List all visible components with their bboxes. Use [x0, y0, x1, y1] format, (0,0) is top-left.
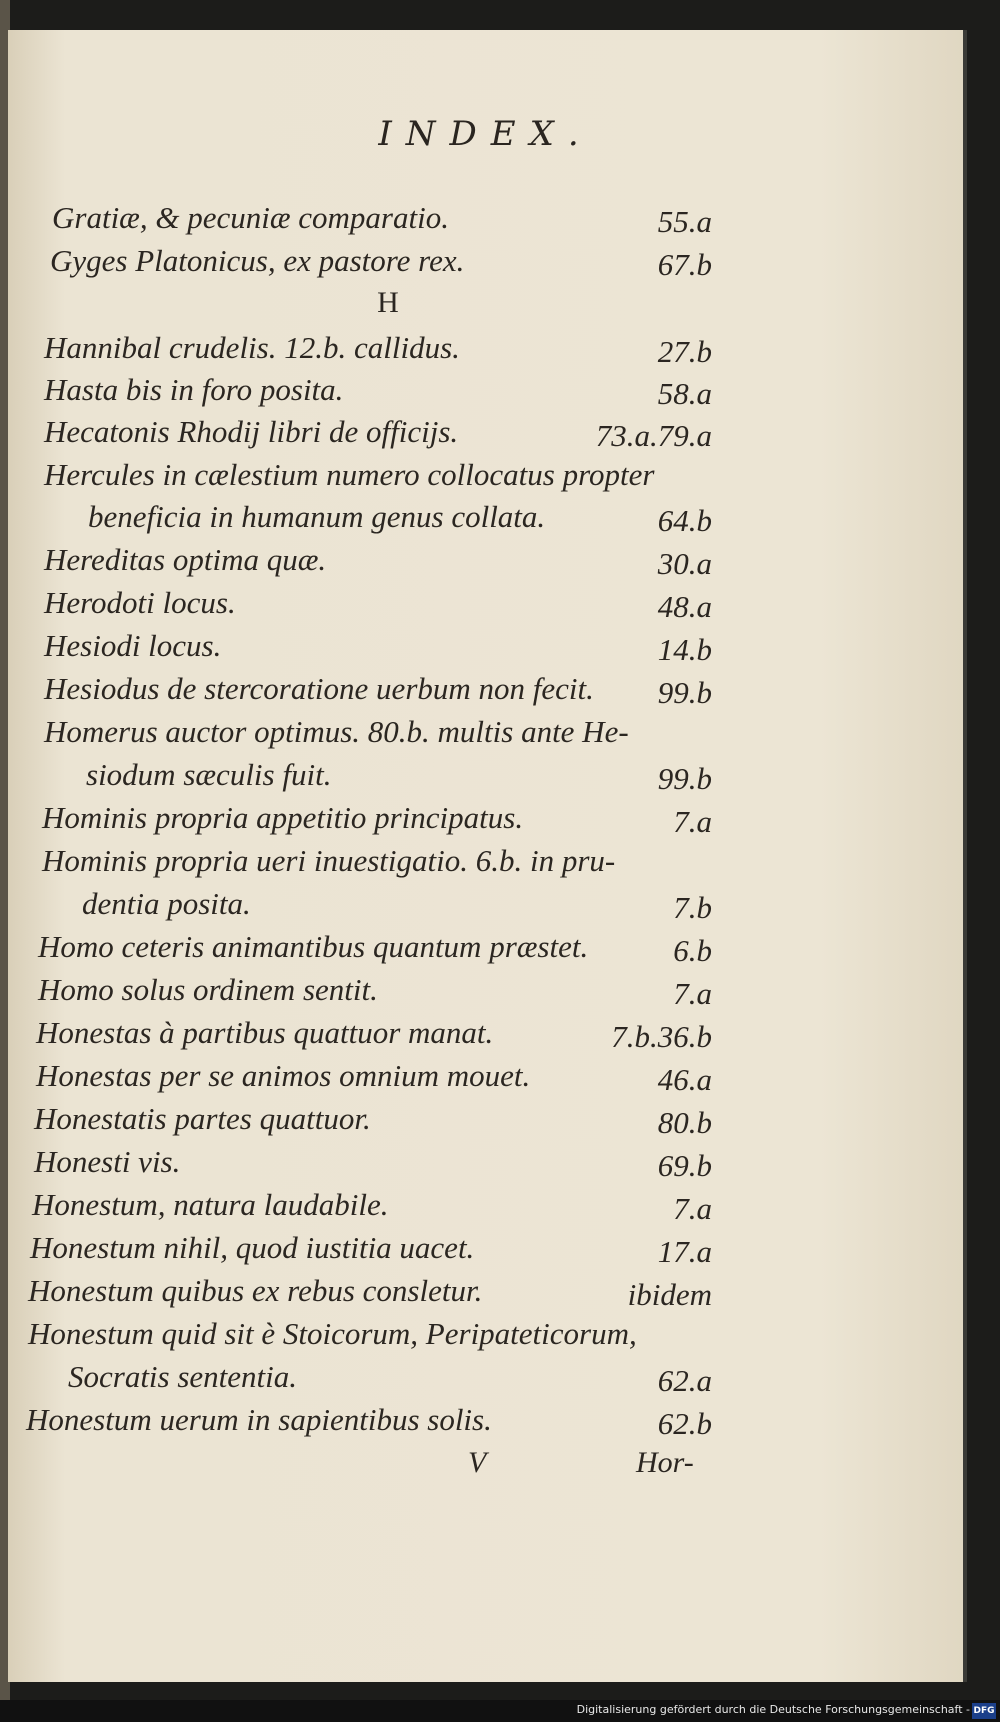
entry-text: Honestatis partes quattuor.	[34, 1101, 371, 1136]
entry-text: Honestum nihil, quod iustitia uacet.	[30, 1230, 475, 1265]
footer-credit: Digitalisierung gefördert durch die Deutsche Forschungsgemeinschaft -	[576, 1703, 970, 1716]
index-entry	[28, 1273, 712, 1313]
entry-text: Hecatonis Rhodij libri de officijs.	[44, 414, 459, 449]
entry-text: Hercules in cælestium numero collocatus propter	[44, 457, 655, 492]
index-entry	[34, 1101, 712, 1141]
entry-text: Hereditas optima quæ.	[44, 542, 327, 577]
entry-text: Honesti vis.	[34, 1144, 181, 1179]
index-entry	[36, 1015, 712, 1055]
entry-page: 7.a	[673, 976, 712, 1011]
entry-page: 99.b	[657, 761, 712, 796]
entry-page: 69.b	[657, 1148, 712, 1183]
index-entry	[44, 414, 712, 454]
entry-text: Honestum quibus ex rebus consletur.	[28, 1273, 483, 1308]
catchword: Hor-	[636, 1446, 694, 1479]
entry-text: Homo solus ordinem sentit.	[38, 972, 378, 1007]
index-entry	[44, 714, 712, 754]
index-entry-continuation	[82, 886, 712, 926]
entry-page: 62.a	[657, 1363, 712, 1398]
entry-text: Hannibal crudelis. 12.b. callidus.	[44, 330, 460, 365]
page-header: INDEX.	[378, 114, 593, 154]
dfg-logo: DFG	[972, 1703, 996, 1719]
entry-page: ibidem	[627, 1277, 712, 1312]
entry-text: Honestas à partibus quattuor manat.	[36, 1015, 494, 1050]
index-entry	[44, 457, 712, 497]
entry-page: 7.a	[673, 804, 712, 839]
entry-text: Honestum, natura laudabile.	[32, 1187, 389, 1222]
index-entry	[44, 671, 712, 711]
entry-page: 7.b	[673, 890, 712, 925]
entry-text: Homerus auctor optimus. 80.b. multis ante He-	[44, 714, 629, 749]
entry-text: Homo ceteris animantibus quantum præstet.	[38, 929, 589, 964]
entry-page: 17.a	[657, 1234, 712, 1269]
index-entry	[44, 628, 712, 668]
entry-page: 67.b	[657, 247, 712, 282]
entry-page: 55.a	[657, 204, 712, 239]
entry-text: Herodoti locus.	[44, 585, 236, 620]
entry-page: 80.b	[657, 1105, 712, 1140]
index-entry-continuation	[68, 1359, 712, 1399]
entry-text: Hominis propria appetitio principatus.	[42, 800, 524, 835]
entry-page: 73.a.79.a	[595, 418, 712, 453]
entry-page: 27.b	[657, 334, 712, 369]
entry-text: Gyges Platonicus, ex pastore rex.	[50, 243, 465, 278]
index-entry	[52, 200, 712, 240]
index-entry	[26, 1402, 712, 1442]
index-entry	[38, 972, 712, 1012]
index-entry-continuation	[86, 757, 712, 797]
entry-text: Socratis sententia.	[68, 1359, 298, 1394]
index-entry	[50, 243, 712, 283]
index-entry	[42, 800, 712, 840]
index-entry	[38, 929, 712, 969]
entry-text: siodum sæculis fuit.	[86, 757, 332, 792]
entry-page: 99.b	[657, 675, 712, 710]
entry-page: 58.a	[657, 376, 712, 411]
entry-page: 46.a	[657, 1062, 712, 1097]
index-entry	[36, 1058, 712, 1098]
entry-page: 48.a	[657, 589, 712, 624]
entry-page: 6.b	[673, 933, 712, 968]
signature-mark: V	[468, 1446, 487, 1479]
entry-text: Honestas per se animos omnium mouet.	[36, 1058, 531, 1093]
index-entry	[30, 1230, 712, 1270]
index-entry	[28, 1316, 712, 1356]
index-entry	[32, 1187, 712, 1227]
entry-text: Gratiæ, & pecuniæ comparatio.	[52, 200, 449, 235]
index-entries	[8, 30, 963, 1682]
index-entry	[34, 1144, 712, 1184]
entry-text: Honestum uerum in sapientibus solis.	[26, 1402, 492, 1437]
entry-page: 64.b	[657, 503, 712, 538]
index-entry-continuation	[88, 499, 712, 539]
index-entry	[44, 372, 712, 412]
index-entry	[44, 330, 712, 370]
entry-page: 30.a	[657, 546, 712, 581]
index-entry	[42, 843, 712, 883]
entry-text: Honestum quid sit è Stoicorum, Peripateticorum,	[28, 1316, 637, 1351]
entry-text: Hesiodus de stercoratione uerbum non fecit.	[44, 671, 594, 706]
entry-text: Hasta bis in foro posita.	[44, 372, 344, 407]
index-entry	[44, 542, 712, 582]
entry-text: dentia posita.	[82, 886, 251, 921]
section-letter: H	[377, 286, 399, 319]
entry-text: Hominis propria ueri inuestigatio. 6.b. in pru-	[42, 843, 616, 878]
book-page	[8, 30, 963, 1682]
entry-text: Hesiodi locus.	[44, 628, 222, 663]
entry-page: 7.b.36.b	[611, 1019, 712, 1054]
entry-page: 14.b	[657, 632, 712, 667]
entry-page: 62.b	[657, 1406, 712, 1441]
entry-page: 7.a	[673, 1191, 712, 1226]
entry-text: beneficia in humanum genus collata.	[88, 499, 546, 534]
index-entry	[44, 585, 712, 625]
